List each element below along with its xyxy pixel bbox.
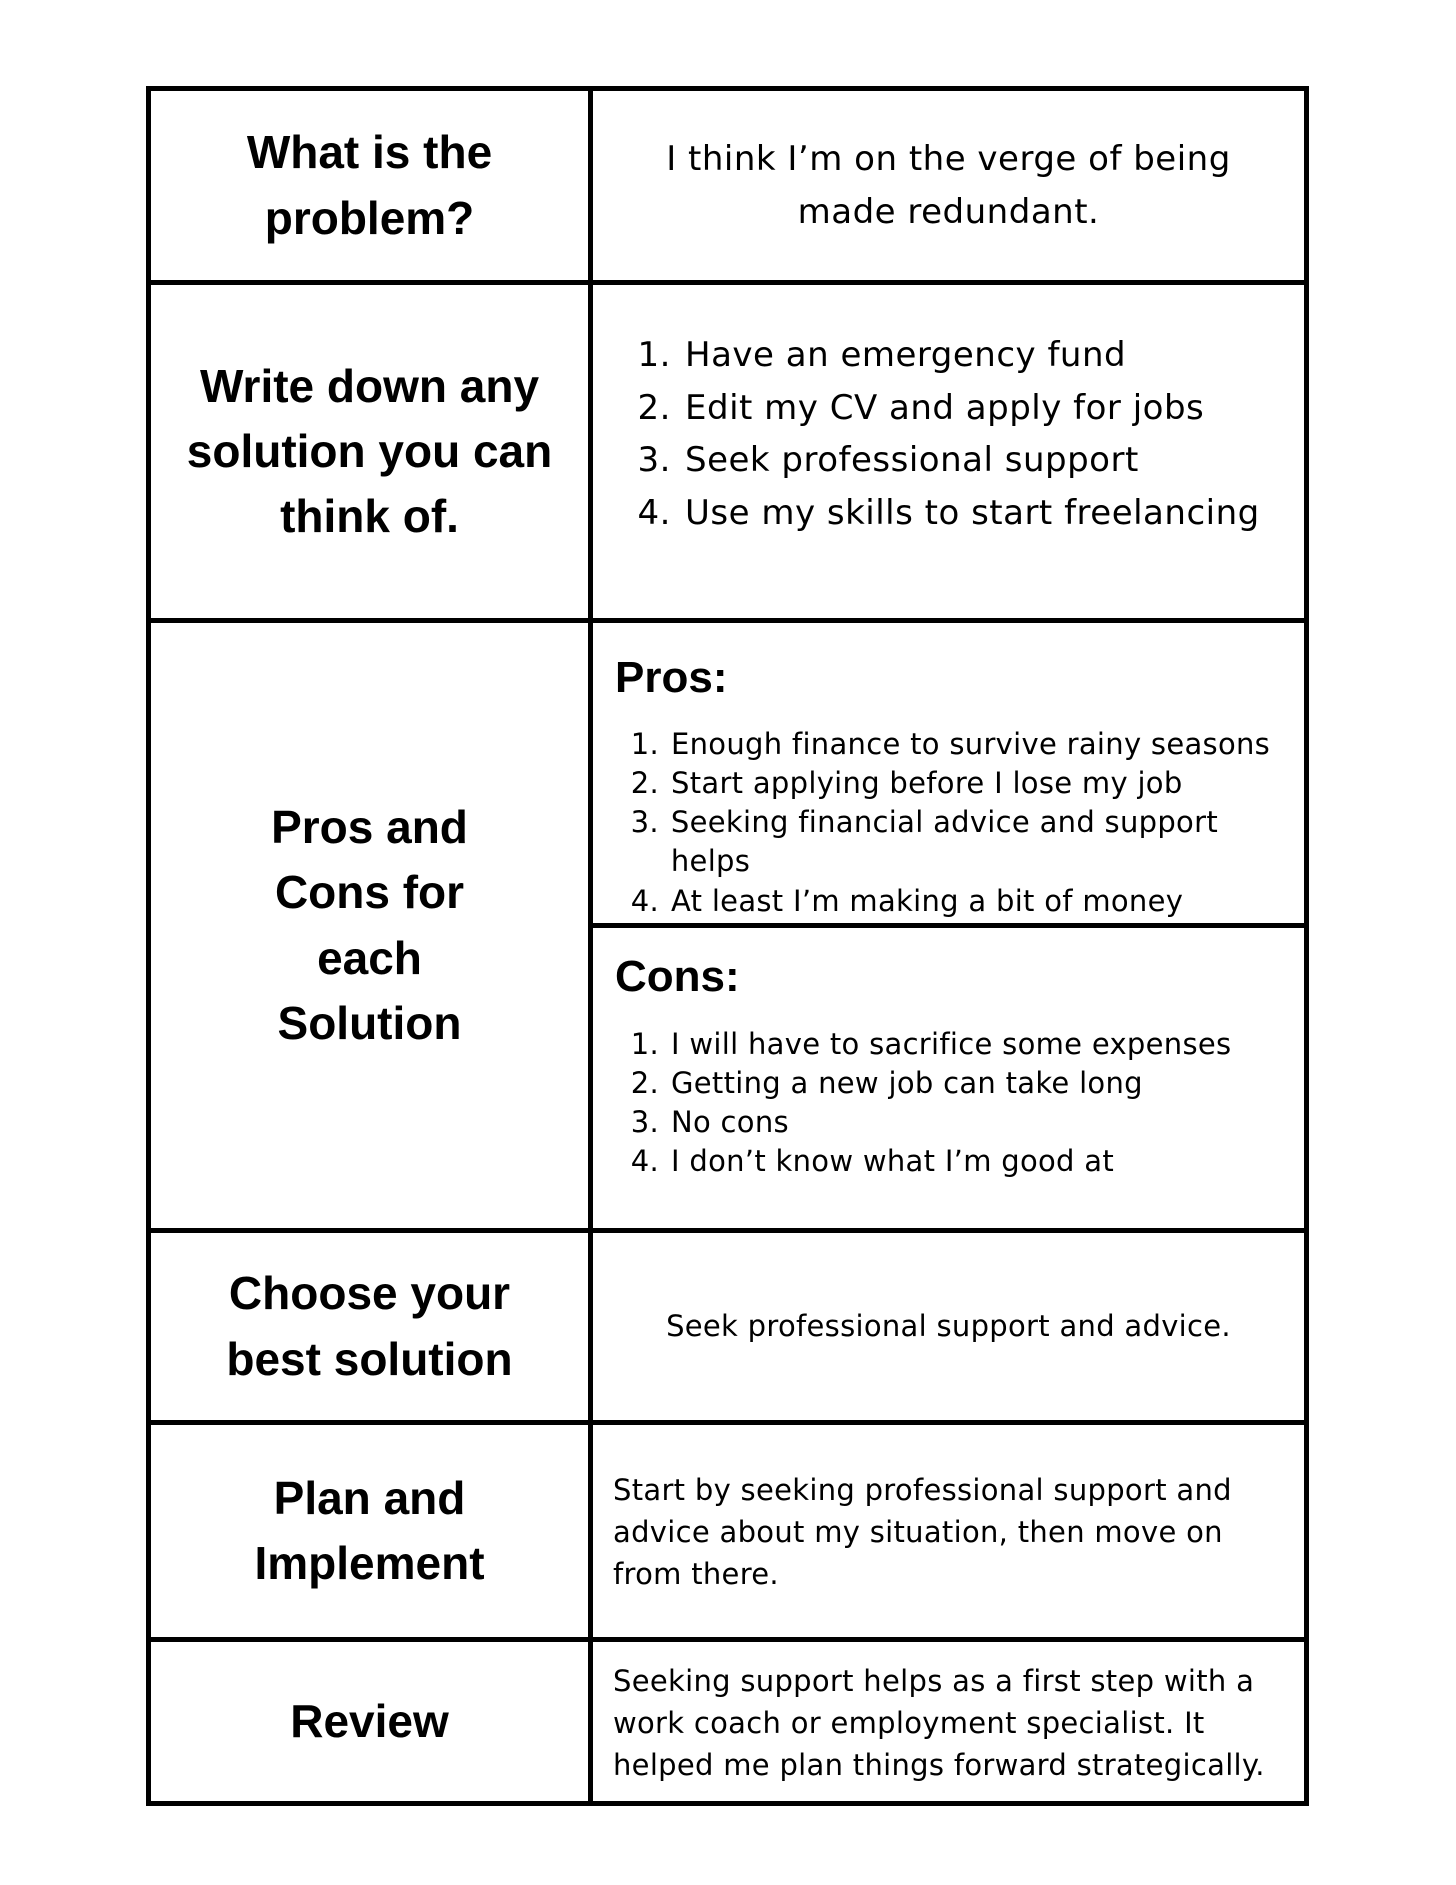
answer-solutions [588, 285, 1304, 618]
pros-section [593, 623, 1304, 923]
label-plan: Plan and Implement [254, 1471, 485, 1589]
solution-item: 3. Seek professional support [637, 440, 1139, 481]
label-review: Review [290, 1694, 449, 1747]
answer-problem [588, 91, 1304, 280]
cons-heading: Cons: [615, 952, 740, 1001]
row-best-solution [151, 1228, 1304, 1420]
solutions-list [633, 329, 1260, 540]
label-best-solution: Choose your best solution [226, 1267, 513, 1385]
solution-item: 4. Use my skills to start freelancing [637, 493, 1260, 534]
row-solutions [151, 280, 1304, 618]
pros-item: 1. Enough finance to survive rainy seasons [630, 727, 1271, 761]
answer-problem-text: I think I’m on the verge of being made redundant. [666, 138, 1231, 232]
pros-list [629, 725, 1304, 921]
answer-plan-text: Start by seeking professional support and advice about my situation, then move on from there. [613, 1473, 1232, 1592]
label-problem: What is the problem? [246, 126, 493, 244]
row-review [151, 1637, 1304, 1801]
pros-item: 3. Seeking financial advice and support helps [630, 805, 1218, 879]
row-problem [151, 91, 1304, 280]
cons-list [629, 1025, 1231, 1182]
problem-solving-worksheet [146, 86, 1309, 1806]
cons-item: 2. Getting a new job can take long [630, 1066, 1143, 1101]
answer-plan [588, 1425, 1304, 1637]
answer-review [588, 1642, 1304, 1801]
label-solutions: Write down any solution you can think of. [186, 359, 553, 543]
cons-item: 3. No cons [630, 1105, 789, 1140]
pros-item: 4. At least I’m making a bit of money [630, 883, 1184, 918]
pros-heading: Pros: [615, 653, 728, 702]
pros-item: 2. Start applying before I lose my job [630, 766, 1183, 801]
row-plan [151, 1420, 1304, 1637]
row-pros-cons [151, 618, 1304, 1228]
answer-best-solution-text: Seek professional support and advice. [666, 1308, 1231, 1343]
solution-item: 2. Edit my CV and apply for jobs [637, 387, 1205, 428]
answer-best-solution [588, 1233, 1304, 1420]
answer-review-text: Seeking support helps as a first step with a work coach or employment specialist. It helped me plan things forward strategically. [613, 1664, 1265, 1783]
cons-item: 4. I don’t know what I’m good at [630, 1144, 1115, 1179]
cons-item: 1. I will have to sacrifice some expenses [630, 1027, 1232, 1061]
answer-pros-cons [588, 623, 1304, 1228]
solution-item: 1. Have an emergency fund [637, 335, 1127, 375]
label-pros-cons: Pros and Cons for each Solution [271, 800, 468, 1049]
cons-section [593, 923, 1304, 1228]
